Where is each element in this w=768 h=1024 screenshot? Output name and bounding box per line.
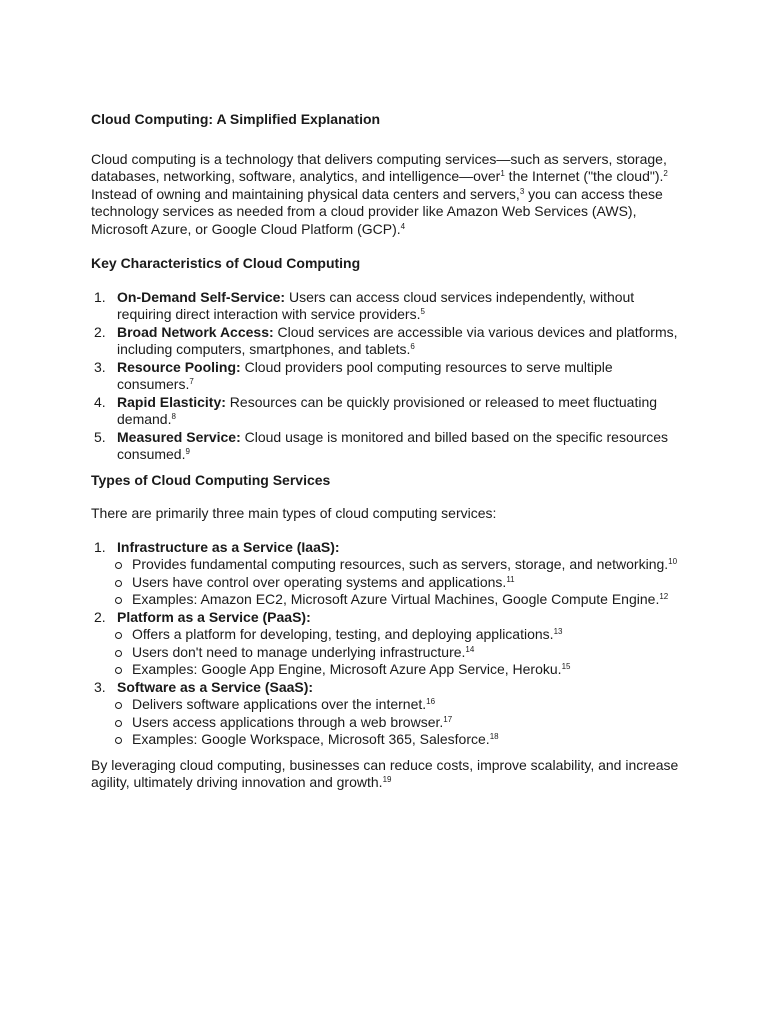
- list-item: [91, 324, 681, 359]
- sub-list: [117, 696, 681, 749]
- hollow-bullet-icon: [115, 650, 122, 657]
- footnote-ref: 5: [420, 307, 425, 316]
- item-label: Broad Network Access:: [117, 323, 274, 340]
- hollow-bullet-icon: [115, 720, 122, 727]
- footnote-ref: 11: [506, 574, 515, 584]
- types-heading: Types of Cloud Computing Services: [91, 471, 331, 488]
- hollow-bullet-icon: [115, 562, 122, 569]
- sub-list-item: [91, 591, 681, 609]
- sub-list-item: [91, 731, 681, 749]
- intro-text-1: Cloud computing is a technology that delivers computing services—such as servers, storage, databases, networking, software, analytics, and intelligence—over: [91, 150, 667, 184]
- sub-item-text: Examples: Amazon EC2, Microsoft Azure Virtual Machines, Google Compute Engine.: [132, 591, 660, 607]
- sub-list-item: [91, 661, 681, 679]
- list-number: 2.: [94, 323, 106, 340]
- characteristics-list: [91, 289, 681, 464]
- conclusion-text: By leveraging cloud computing, businesses can reduce costs, improve scalability, and increase agility, ultimately driving innovation and growth.: [91, 756, 679, 790]
- footnote-ref: 3: [519, 186, 525, 196]
- item-text: Cloud usage is monitored and billed based on the specific resources consumed.: [117, 428, 668, 462]
- footnote-ref: 17: [443, 714, 453, 724]
- list-number: 3.: [94, 358, 106, 375]
- footnote-ref: 4: [400, 221, 406, 231]
- sub-list: [117, 626, 681, 679]
- footnote-ref: 2: [663, 169, 668, 178]
- list-item: [91, 359, 681, 394]
- list-item: [91, 394, 681, 429]
- item-text: Resources can be quickly provisioned or released to meet fluctuating demand.: [117, 393, 658, 427]
- list-number: 5.: [94, 428, 106, 445]
- footnote-ref: 16: [426, 697, 436, 706]
- hollow-bullet-icon: [115, 580, 122, 587]
- footnote-ref: 13: [553, 627, 563, 636]
- hollow-bullet-icon: [115, 597, 122, 604]
- item-text: Cloud services are accessible via various devices and platforms, including computers, smartphones, and tablets.: [117, 323, 678, 357]
- item-label: Measured Service:: [117, 428, 241, 445]
- item-label: Resource Pooling:: [117, 358, 241, 375]
- document-body: [91, 111, 681, 792]
- item-label: On-Demand Self-Service:: [117, 288, 286, 305]
- sub-item-text: Examples: Google App Engine, Microsoft Azure App Service, Heroku.: [132, 661, 562, 677]
- sub-item-text: Examples: Google Workspace, Microsoft 365, Salesforce.: [132, 731, 490, 747]
- footnote-ref: 10: [668, 557, 678, 566]
- list-number: 2.: [94, 608, 106, 625]
- document-title: Cloud Computing: A Simplified Explanation: [91, 111, 381, 127]
- sub-list-item: [91, 574, 681, 592]
- sub-item-text: Offers a platform for developing, testing, and deploying applications.: [132, 626, 554, 642]
- item-label: Platform as a Service (PaaS):: [117, 608, 311, 625]
- list-item: [91, 679, 681, 749]
- footnote-ref: 18: [489, 732, 499, 741]
- list-item: [91, 609, 681, 679]
- conclusion-paragraph: [91, 757, 681, 792]
- characteristics-heading: Key Characteristics of Cloud Computing: [91, 255, 361, 271]
- footnote-ref: 1: [500, 169, 505, 178]
- sub-list-item: [91, 696, 681, 714]
- list-number: 1.: [94, 538, 106, 555]
- sub-list-item: [91, 556, 681, 574]
- types-intro: There are primarily three main types of cloud computing services:: [91, 505, 497, 521]
- sub-list: [117, 556, 681, 609]
- footnote-ref: 9: [185, 447, 190, 456]
- list-number: 1.: [94, 288, 106, 305]
- list-item: [91, 289, 681, 324]
- sub-list-item: [91, 626, 681, 644]
- list-item: [91, 539, 681, 609]
- footnote-ref: 14: [465, 644, 475, 654]
- sub-list-item: [91, 714, 681, 732]
- footnote-ref: 15: [561, 662, 571, 671]
- intro-text-2: the Internet ("the cloud").: [504, 168, 664, 184]
- item-label: Rapid Elasticity:: [117, 393, 226, 410]
- sub-item-text: Users don't need to manage underlying infrastructure.: [132, 643, 466, 660]
- intro-paragraph: [91, 151, 681, 239]
- intro-text-3: Instead of owning and maintaining physical data centers and servers,: [91, 185, 520, 202]
- item-text: Cloud providers pool computing resources to serve multiple consumers.: [117, 358, 613, 392]
- sub-item-text: Users access applications through a web browser.: [132, 713, 444, 730]
- hollow-bullet-icon: [115, 702, 122, 709]
- sub-item-text: Delivers software applications over the internet.: [132, 696, 427, 712]
- footnote-ref: 19: [382, 775, 392, 784]
- item-text: Users can access cloud services independently, without requiring direct interaction with service providers.: [117, 288, 635, 322]
- sub-item-text: Users have control over operating systems and applications.: [132, 573, 507, 590]
- list-number: 4.: [94, 393, 106, 410]
- footnote-ref: 8: [171, 412, 176, 421]
- types-list: [91, 539, 681, 749]
- hollow-bullet-icon: [115, 737, 122, 744]
- list-item: [91, 429, 681, 464]
- hollow-bullet-icon: [115, 632, 122, 639]
- item-label: Infrastructure as a Service (IaaS):: [117, 538, 340, 555]
- footnote-ref: 7: [189, 377, 194, 386]
- intro-text-4: you can access these technology services as needed from a cloud provider like Amazon Web Services (AWS), Microsoft Azure, or Google Cloud Platform (GCP).: [91, 185, 663, 237]
- item-label: Software as a Service (SaaS):: [117, 678, 314, 695]
- footnote-ref: 6: [410, 342, 415, 351]
- sub-item-text: Provides fundamental computing resources, such as servers, storage, and networking.: [132, 556, 669, 572]
- sub-list-item: [91, 644, 681, 662]
- list-number: 3.: [94, 678, 106, 695]
- hollow-bullet-icon: [115, 667, 122, 674]
- footnote-ref: 12: [659, 592, 669, 601]
